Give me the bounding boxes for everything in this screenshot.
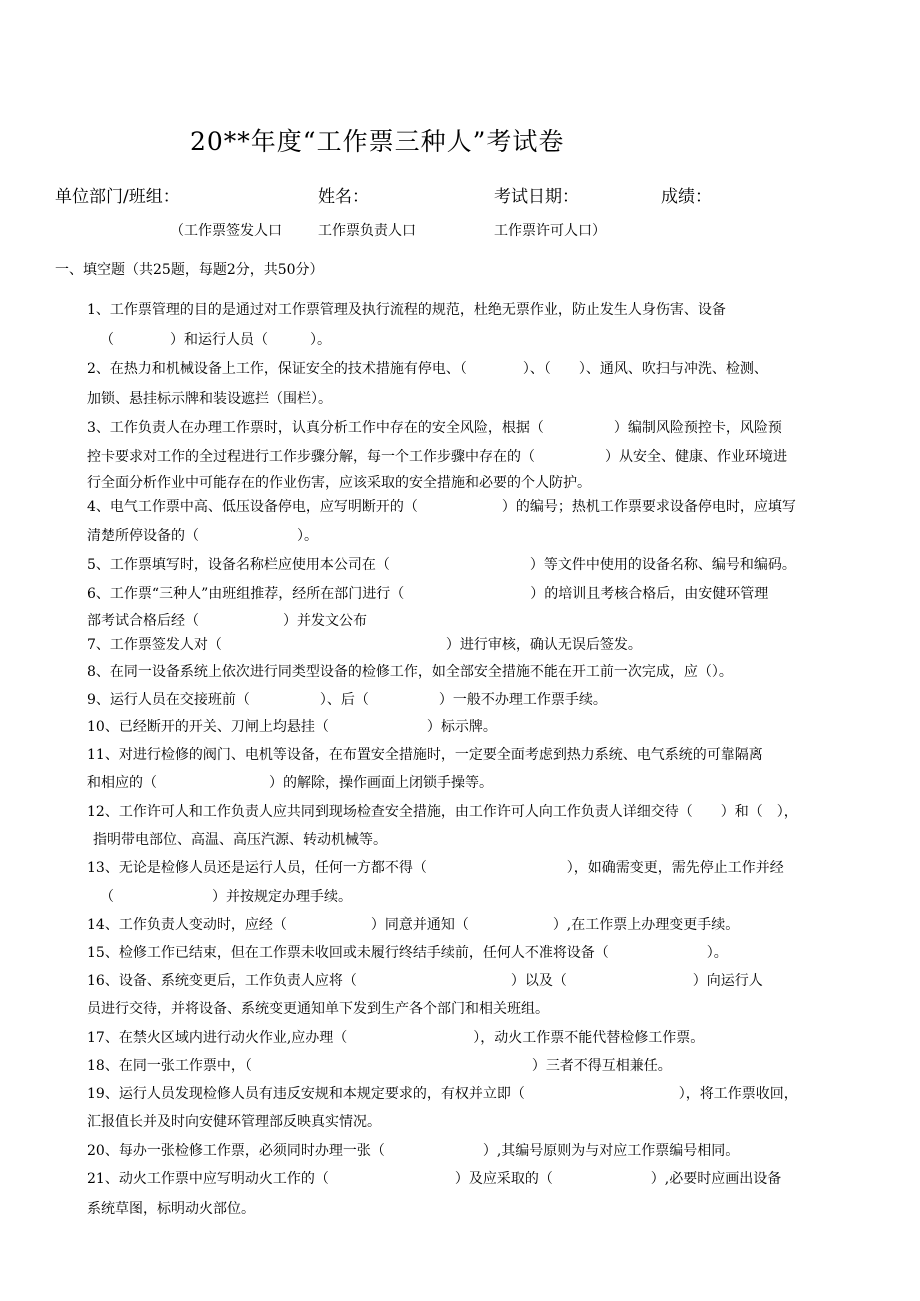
question-16-line-2: 员进行交待，并将设备、系统变更通知单下发到生产各个部门和相关班组。	[87, 1001, 549, 1017]
question-19-line-2: 汇报值长并及时向安健环管理部反映真实情况。	[87, 1114, 381, 1130]
question-13-line-2: （ ）并按规定办理手续。	[100, 889, 352, 905]
name-label: 姓名：	[318, 187, 369, 207]
role-permit: 工作票许可人口）	[494, 223, 606, 239]
question-18-line-1: 18、在同一张工作票中，（ ）三者不得互相兼任。	[87, 1058, 672, 1074]
question-10-line-1: 10、已经断开的开关、刀闸上均悬挂（ ）标示牌。	[87, 719, 497, 735]
question-14-line-1: 14、工作负责人变动时，应经（ ）同意并通知（ ）,在工作票上办理变更手续。	[87, 917, 740, 933]
question-11-line-1: 11、对进行检修的阀门、电机等设备，在布置安全措施时，一定要全面考虑到热力系统、电气系统的可靠隔离	[87, 747, 763, 763]
question-15-line-1: 15、检修工作已结束，但在工作票未收回或未履行终结手续前，任何人不准将设备（ ）。	[87, 945, 728, 961]
question-12-line-2: 指明带电部位、高温、高压汽源、转动机械等。	[93, 832, 387, 848]
page-title: 20**年度“工作票三种人”考试卷	[190, 127, 565, 156]
question-2-line-1: 2、在热力和机械设备上工作，保证安全的技术措施有停电、（ ）、（ ）、通风、吹扫与冲洗、检测、	[87, 361, 768, 377]
question-5-line-1: 5、工作票填写时，设备名称栏应使用本公司在（ ）等文件中使用的设备名称、编号和编码。	[87, 557, 796, 573]
unit-label: 单位部门/班组：	[55, 187, 180, 207]
question-21-line-2: 系统草图，标明动火部位。	[87, 1201, 255, 1217]
question-20-line-1: 20、每办一张检修工作票，必须同时办理一张（ ）,其编号原则为与对应工作票编号相同。	[87, 1143, 740, 1159]
question-3-line-1: 3、工作负责人在办理工作票时，认真分析工作中存在的安全风险，根据（ ）编制风险预控卡，风险预	[87, 420, 782, 436]
question-3-line-3: 行全面分析作业中可能存在的作业伤害，应该采取的安全措施和必要的个人防护。	[87, 475, 591, 491]
score-label: 成绩：	[661, 187, 712, 207]
question-17-line-1: 17、在禁火区域内进行动火作业,应办理（ ），动火工作票不能代替检修工作票。	[87, 1030, 705, 1046]
question-2-line-2: 加锁、悬挂标示牌和装设遮拦（围栏）。	[87, 391, 332, 407]
question-1-line-2: （ ）和运行人员（ ）。	[100, 332, 331, 348]
question-4-line-1: 4、电气工作票中高、低压设备停电，应写明断开的（ ）的编号；热机工作票要求设备停电时，应填写	[87, 499, 796, 515]
question-16-line-1: 16、设备、系统变更后，工作负责人应将（ ）以及（ ）向运行人	[87, 973, 763, 989]
question-3-line-2: 控卡要求对工作的全过程进行工作步骤分解，每一个工作步骤中存在的（ ）从安全、健康、作业环境进	[87, 449, 787, 465]
question-11-line-2: 和相应的（ ）的解除，操作画面上闭锁手操等。	[87, 775, 493, 791]
question-4-line-2: 清楚所停设备的（ ）。	[87, 528, 318, 544]
question-6-line-1: 6、工作票“三种人”由班组推荐，经所在部门进行（ ）的培训且考核合格后，由安健环管理	[87, 586, 769, 602]
question-9-line-1: 9、运行人员在交接班前（ ）、后（ ）一般不办理工作票手续。	[87, 692, 607, 708]
section-heading: 一、填空题（共25题，每题2分，共50分）	[55, 262, 324, 278]
question-7-line-1: 7、工作票签发人对（ ）进行审核，确认无误后签发。	[87, 637, 642, 653]
question-6-line-2: 部考试合格后经（ ）并发文公布	[87, 613, 367, 629]
question-1-line-1: 1、工作票管理的目的是通过对工作票管理及执行流程的规范，杜绝无票作业，防止发生人身伤害、设备	[87, 302, 726, 318]
role-leader: 工作票负责人口	[318, 223, 416, 239]
question-19-line-1: 19、运行人员发现检修人员有违反安规和本规定要求的，有权并立即（ ），将工作票收回，	[87, 1086, 798, 1102]
question-12-line-1: 12、工作许可人和工作负责人应共同到现场检查安全措施，由工作许可人向工作负责人详细交待（ ）和（ ），	[87, 804, 798, 820]
date-label: 考试日期：	[494, 187, 579, 207]
role-signer: （工作票签发人口	[170, 223, 282, 239]
question-21-line-1: 21、动火工作票中应写明动火工作的（ ）及应采取的（ ）,必要时应画出设备	[87, 1171, 782, 1187]
question-13-line-1: 13、无论是检修人员还是运行人员，任何一方都不得（ ），如确需变更，需先停止工作并经	[87, 860, 784, 876]
question-8-line-1: 8、在同一设备系统上依次进行同类型设备的检修工作，如全部安全措施不能在开工前一次完成，应（）。	[87, 664, 733, 680]
